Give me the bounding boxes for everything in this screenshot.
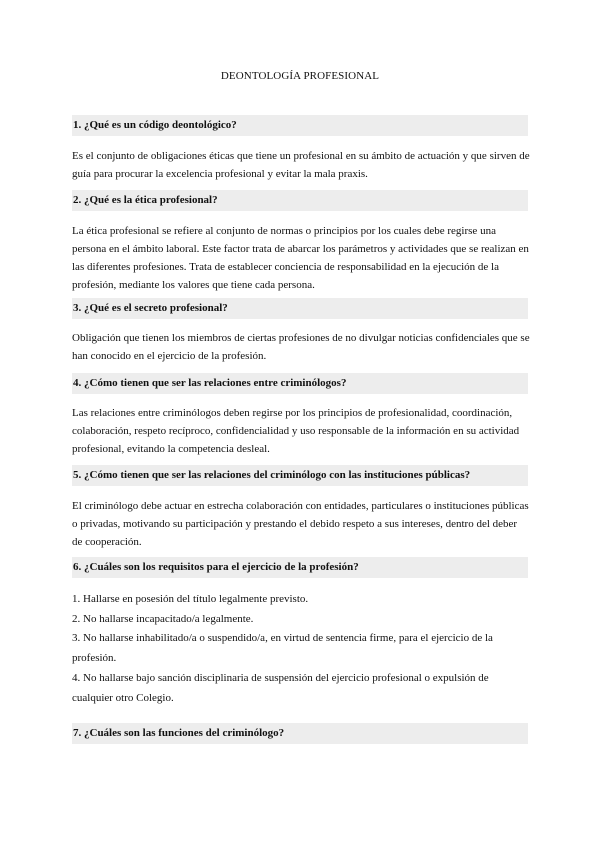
question-heading-6: 6. ¿Cuáles son los requisitos para el ejercicio de la profesión? [72,557,528,578]
requirement-item: 4. No hallarse bajo sanción disciplinaria de suspensión del ejercicio profesional o expulsión de cualquier otro Colegio. [72,672,489,704]
question-heading-2: 2. ¿Qué es la ética profesional? [72,190,528,211]
document-title: DEONTOLOGÍA PROFESIONAL [220,70,380,82]
requirement-item: 3. No hallarse inhabilitado/a o suspendido/a, en virtud de sentencia firme, para el ejercicio de la profesión. [72,632,493,664]
question-heading-5: 5. ¿Cómo tienen que ser las relaciones del criminólogo con las instituciones públicas? [72,465,528,486]
question-heading-3: 3. ¿Qué es el secreto profesional? [72,298,528,319]
requirement-item: 2. No hallarse incapacitado/a legalmente. [72,613,254,625]
question-heading-1: 1. ¿Qué es un código deontológico? [72,115,528,136]
question-heading-7: 7. ¿Cuáles son las funciones del criminólogo? [72,723,528,744]
requirement-item: 1. Hallarse en posesión del título legalmente previsto. [72,593,309,605]
answer-paragraph-1: Es el conjunto de obligaciones éticas que tiene un profesional en su ámbito de actuación y que sirven de guía para procurar la excelencia profesional y evitar la mala praxis. [72,150,530,180]
question-heading-4: 4. ¿Cómo tienen que ser las relaciones entre criminólogos? [72,373,528,394]
answer-paragraph-3: Obligación que tienen los miembros de ciertas profesiones de no divulgar noticias confidenciales que se han conocido en el ejercicio de la profesión. [72,332,530,362]
answer-paragraph-4: Las relaciones entre criminólogos deben regirse por los principios de profesionalidad, coordinación, colaboración, respeto recíproco, confidencialidad y uso responsable de la información en su actividad profesional, evitando la competencia desleal. [72,407,520,455]
answer-paragraph-5: El criminólogo debe actuar en estrecha colaboración con entidades, particulares o instituciones públicas o privadas, motivando su participación y prestando el debido respeto a sus intereses, dentro del deber de cooperación. [72,500,529,548]
answer-paragraph-2: La ética profesional se refiere al conjunto de normas o principios por los cuales debe regirse una persona en el ámbito laboral. Este factor trata de abarcar los parámetros y actividades que se realizan en las diferentes profesiones. Trata de establecer conciencia de responsabilidad en la ejecución de la profesión, mediante los valores que tiene cada persona. [72,225,529,291]
